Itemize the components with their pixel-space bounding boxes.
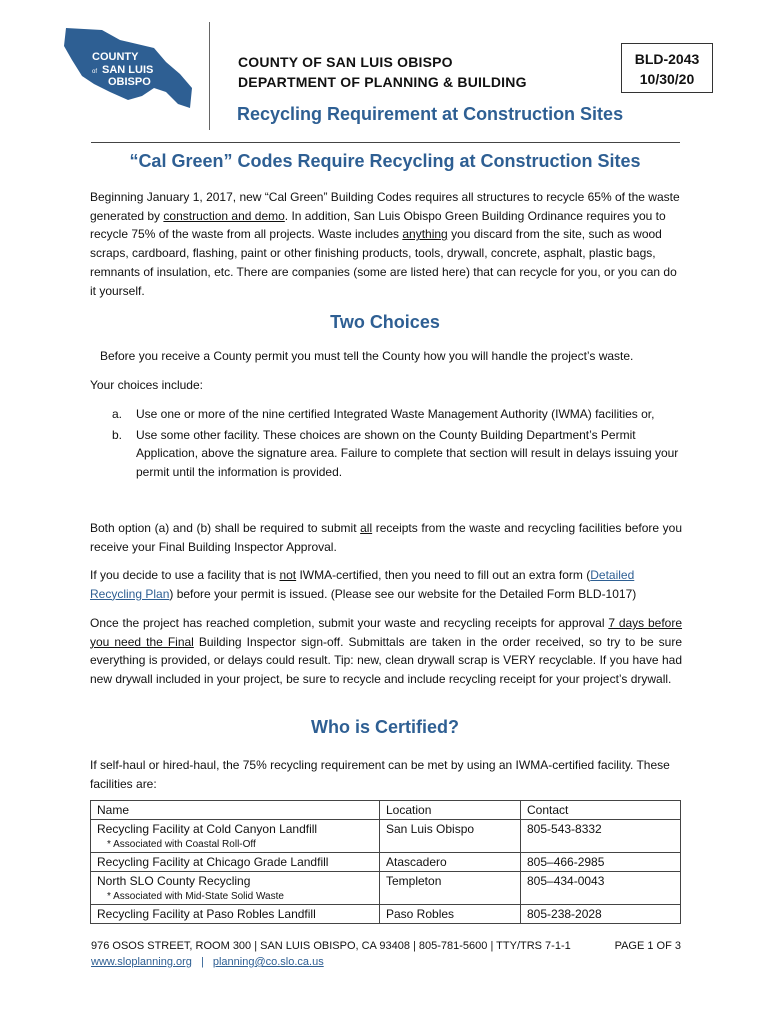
choices-list [112,405,682,484]
facility-location: Paso Robles [380,905,521,924]
form-number: BLD-2043 [634,51,700,67]
form-date: 10/30/20 [639,71,695,87]
paragraph-cal-green [90,188,682,300]
column-header-contact: Contact [521,801,681,820]
logo-text-obispo: OBISPO [108,76,151,88]
paragraph-non-iwma [90,566,682,603]
text: you discard from the site, such as wood scraps, cardboard, flashing, paint or other finishing products, tools, drywall, concrete, asphalt, plastic bags, remnants of insulation, etc. There are companies (some are listed here) that can recycle for you, or you can do it yourself. [90,227,677,298]
facility-contact: 805–466-2985 [521,853,681,872]
facility-name: Recycling Facility at Chicago Grade Landfill [97,855,329,869]
footer-links [91,954,681,970]
table-row [91,872,681,905]
facility-name: Recycling Facility at Cold Canyon Landfill [97,822,318,836]
list-item-choice-b [112,426,682,482]
facility-contact: 805–434-0043 [521,872,681,905]
table-row [91,820,681,853]
section-title-cal-green: “Cal Green” Codes Require Recycling at Construction Sites [129,151,641,171]
text: Both option (a) and (b) shall be required to submit [90,521,361,535]
facilities-table [90,800,681,924]
list-marker: b. [112,427,123,442]
list-item-choice-a [112,405,682,424]
column-header-location: Location [380,801,521,820]
email-link[interactable]: planning@co.slo.ca.us [212,956,324,968]
document-subtitle: Recycling Requirement at Construction Sites [237,104,624,124]
facility-contact: 805-543-8332 [521,820,681,853]
county-logo [62,26,194,114]
emphasis-construction-demo: construction and demo [163,208,285,223]
emphasis-all: all [360,521,373,535]
facility-contact: 805-238-2028 [521,905,681,924]
detailed-recycling-plan-link[interactable]: Detailed Recycling Plan [90,568,635,601]
text: IWMA-certified, then you need to fill out an extra form ( [296,568,591,582]
form-number-box [621,43,713,93]
facility-location: Atascadero [380,853,521,872]
logo-text-san-luis: SAN LUIS [102,64,154,76]
section-title-two-choices: Two Choices [330,312,440,332]
facility-location: Templeton [380,872,521,905]
department-line-1: COUNTY OF SAN LUIS OBISPO [238,54,453,70]
logo-text-county: COUNTY [92,51,139,63]
paragraph-choices-intro: Your choices include: [90,378,203,392]
text: . In addition, San Luis Obispo Green Building Ordinance requires you to recycle 75% of the waste from all projects. Waste includes [90,208,666,242]
logo-text-of: of [92,69,98,75]
paragraph-completion [90,614,682,689]
column-header-name: Name [91,801,380,820]
facility-name-cell [91,853,380,872]
text: Beginning January 1, 2017, new “Cal Green” Building Codes requires all structures to recycle 65% of the waste generated by [90,190,680,223]
choice-text: Use some other facility. These choices are shown on the County Building Department’s Permit Application, above the signature area. Failure to complete that section will result in delays issuing your permit until the information is provided. [136,427,679,480]
facility-name-cell [91,905,380,924]
website-link[interactable]: www.sloplanning.org [91,956,192,968]
facility-name-cell [91,820,380,853]
text: receipts from the waste and recycling facilities before you receive your Final Building Inspector Approval. [90,521,682,554]
footer-address: 976 OSOS STREET, ROOM 300 | SAN LUIS OBISPO, CA 93408 | 805-781-5600 | TTY/TRS 7-1-1 [91,940,571,952]
table-row [91,853,681,872]
facility-name: North SLO County Recycling [97,874,251,888]
header-divider [209,22,210,130]
department-line-2: DEPARTMENT OF PLANNING & BUILDING [238,74,527,90]
department-name [238,52,527,92]
emphasis-7-days: 7 days before you need the Final [90,616,683,649]
text: ) before your permit is issued. (Please see our website for the Detailed Form BLD-1017) [169,586,637,601]
header-rule [91,142,680,143]
footer-separator: | [200,956,204,968]
facility-note: * Associated with Mid-State Solid Waste [107,891,284,902]
facility-location: San Luis Obispo [380,820,521,853]
page-footer [91,938,681,970]
facility-note: * Associated with Coastal Roll-Off [107,839,256,850]
table-row [91,905,681,924]
list-marker: a. [112,407,123,421]
paragraph-permit-intro: Before you receive a County permit you must tell the County how you will handle the project’s waste. [100,349,634,363]
paragraph-certified-intro: If self-haul or hired-haul, the 75% recycling requirement can be met by using an IWMA-certified facility. These facilities are: [90,758,670,791]
table-header-row [91,801,681,820]
paragraph-receipts [90,519,682,556]
choice-text: Use one or more of the nine certified Integrated Waste Management Authority (IWMA) facilities or, [136,407,655,421]
emphasis-anything: anything [402,227,448,242]
text: If you decide to use a facility that is [90,568,280,582]
text: Building Inspector sign-off. Submittals are taken in the order received, so try to be sure everything is provided, or delays could result. Tip: new, clean drywall scrap is VERY recyclable. If you have had new drywall included in your project, be sure to recycle and include recycling receipt for your project’s drywall. [90,634,682,687]
page-number: PAGE 1 OF 3 [614,940,681,952]
text: Once the project has reached completion, submit your waste and recycling receipts for approval [90,616,609,630]
section-title-who-certified: Who is Certified? [311,717,459,737]
emphasis-not: not [279,568,297,582]
facility-name-cell [91,872,380,905]
facility-name: Recycling Facility at Paso Robles Landfill [97,907,316,921]
